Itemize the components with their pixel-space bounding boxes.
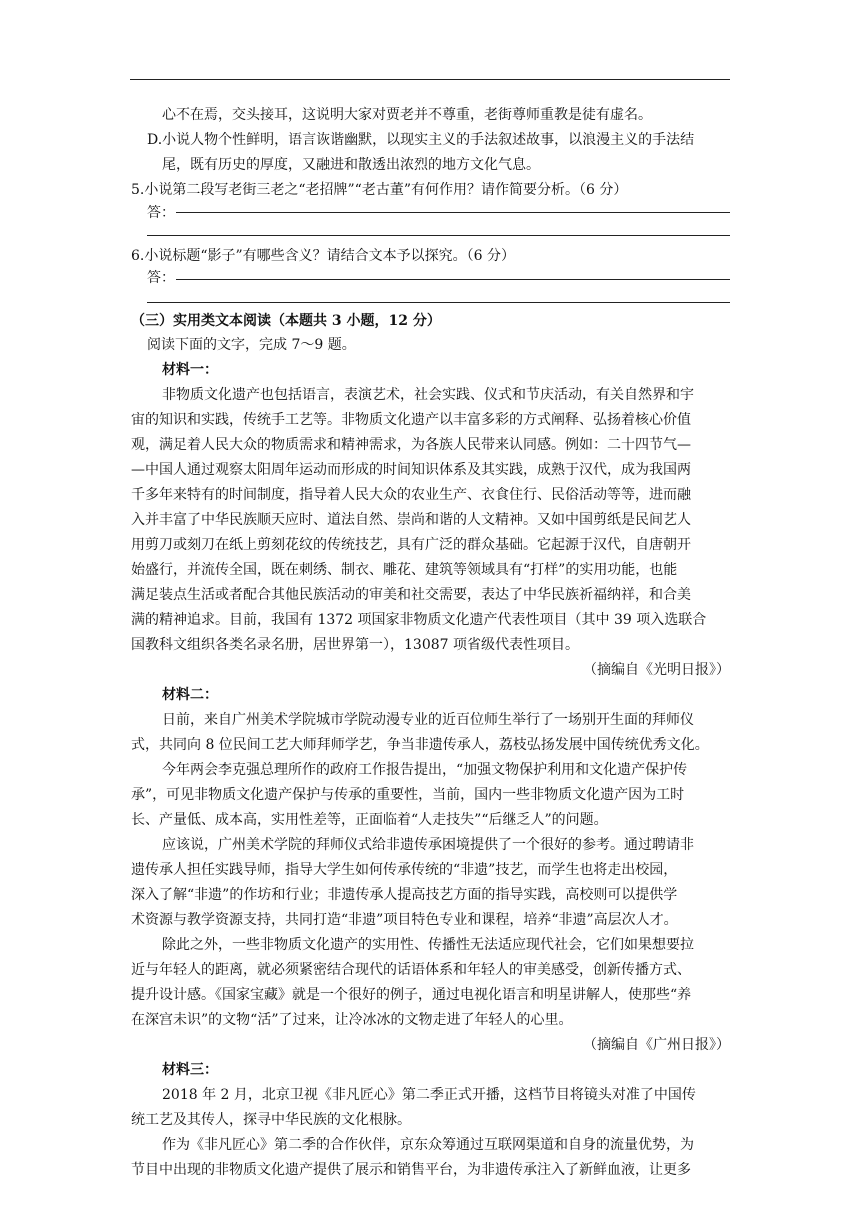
material-2-line: 除此之外，一些非物质文化遗产的实用性、传播性无法适应现代社会，它们如果想要拉 (162, 937, 694, 953)
material-1-line: 非物质文化遗产也包括语言，表演艺术，社会实践、仪式和节庆活动，有关自然界和宇 (162, 387, 694, 403)
material-2-line: 式，共同向 8 位民间工艺大师拜师学艺，争当非遗传承人，荔枝弘扬发展中国传统优秀文化。 (131, 737, 709, 753)
answer-line-6b[interactable] (147, 302, 730, 303)
answer-label-6: 答： (147, 270, 175, 286)
material-2-line: 深入了解“非遗”的作坊和行业；非遗传承人提高技艺方面的指导实践，高校则可以提供学 (131, 887, 678, 903)
material-2-line: 今年两会李克强总理所作的政府工作报告提出，“加强文物保护利用和文化遗产保护传 (162, 762, 688, 778)
material-1-line: 用剪刀或刻刀在纸上剪刻花纹的传统技艺，具有广泛的群众基础。它起源于汉代，自唐朝开 (131, 537, 691, 553)
answer-line-6a[interactable] (176, 279, 730, 280)
material-2-line: 日前，来自广州美术学院城市学院动漫专业的近百位师生举行了一场别开生面的拜师仪 (162, 712, 694, 728)
material-2-line: 在深宫未识”的文物“活”了过来，让冷冰冰的文物走进了年轻人的心里。 (131, 1012, 573, 1028)
material-2-source: （摘编自《广州日报》） (583, 1037, 730, 1053)
material-1-line: 始盛行，并流传全国，既在刺绣、制衣、雕花、建筑等领域具有“打样”的实用功能，也能 (131, 562, 678, 578)
option-c-continuation: 心不在焉，交头接耳，这说明大家对贾老并不尊重，老街尊师重教是徒有虚名。 (162, 107, 652, 123)
answer-line-5b[interactable] (147, 235, 730, 236)
material-2-line: 近与年轻人的距离，就必须紧密结合现代的话语体系和年轻人的审美感受，创新传播方式、 (131, 962, 691, 978)
material-3-line: 节目中出现的非物质文化遗产提供了展示和销售平台，为非遗传承注入了新鲜血液，让更多 (131, 1162, 691, 1178)
answer-label-5: 答： (147, 205, 175, 221)
answer-line-5a[interactable] (176, 212, 730, 213)
material-1-line: 宙的知识和实践，传统手工艺等。非物质文化遗产以丰富多彩的方式阐释、弘扬着核心价值 (131, 412, 691, 428)
material-2-line: 长、产量低、成本高，实用性差等，正面临着“人走技失”“后继乏人”的问题。 (131, 812, 608, 828)
section-heading: （三）实用类文本阅读（本题共 3 小题，12 分） (131, 313, 441, 329)
material-2-line: 术资源与教学资源支持，共同打造“非遗”项目特色专业和课程，培养“非遗”高层次人才。 (131, 912, 678, 928)
material-1-line: 千多年来特有的时间制度，指导着人民大众的农业生产、衣食住行、民俗活动等等，进而融 (131, 487, 691, 503)
question-6: 6.小说标题“影子”有哪些含义？请结合文本予以探究。（6 分） (131, 248, 516, 264)
question-5: 5.小说第二段写老街三老之“老招牌”“老古董”有何作用？请作简要分析。（6 分） (131, 182, 628, 198)
material-2-line: 承”，可见非物质文化遗产保护与传承的重要性，当前，国内一些非物质文化遗产因为工时 (131, 787, 685, 803)
material-3-line: 2018 年 2 月，北京卫视《非凡匠心》第二季正式开播，这档节目将镜头对准了中国传 (162, 1087, 696, 1103)
material-1-line: 观，满足着人民大众的物质需求和精神需求，为各族人民带来认同感。例如：二十四节气— (131, 437, 691, 453)
material-1-line: 满足装点生活或者配合其他民族活动的审美和社交需要，表达了中华民族祈福纳祥，和合美 (131, 587, 691, 603)
material-2-title: 材料二： (162, 687, 218, 703)
option-d-continuation: 尾，既有历史的厚度，又融进和散透出浓烈的地方文化气息。 (162, 157, 540, 173)
material-1-source: （摘编自《光明日报》） (583, 662, 730, 678)
material-1-line: 满的精神追求。目前，我国有 1372 项国家非物质文化遗产代表性项目（其中 39 项入选联合 (131, 612, 707, 628)
material-1-line: 入并丰富了中华民族顺天应时、道法自然、崇尚和谐的人文精神。又如中国剪纸是民间艺人 (131, 512, 691, 528)
material-1-title: 材料一： (162, 362, 218, 378)
material-3-line: 统工艺及其传人，探寻中华民族的文化根脉。 (131, 1112, 411, 1128)
material-2-line: 应该说，广州美术学院的拜师仪式给非遗传承困境提供了一个很好的参考。通过聘请非 (162, 837, 694, 853)
material-1-line: —中国人通过观察太阳周年运动而形成的时间知识体系及其实践，成熟于汉代，成为我国两 (131, 462, 691, 478)
section-instruction: 阅读下面的文字，完成 7～9 题。 (147, 337, 356, 353)
material-2-line: 遗传承人担任实践导师，指导大学生如何传承传统的“非遗”技艺，而学生也将走出校园， (131, 862, 678, 878)
header-rule (130, 79, 730, 80)
material-2-line: 提升设计感。《国家宝藏》就是一个很好的例子，通过电视化语言和明星讲解人，使那些“养 (131, 987, 692, 1003)
material-3-line: 作为《非凡匠心》第二季的合作伙伴，京东众筹通过互联网渠道和自身的流量优势，为 (162, 1137, 694, 1153)
option-d: D.小说人物个性鲜明，语言诙谐幽默，以现实主义的手法叙述故事，以浪漫主义的手法结 (147, 132, 695, 148)
material-1-line: 国教科文组织各类名录名册，居世界第一），13087 项省级代表性项目。 (131, 637, 579, 653)
material-3-title: 材料三： (162, 1062, 218, 1078)
